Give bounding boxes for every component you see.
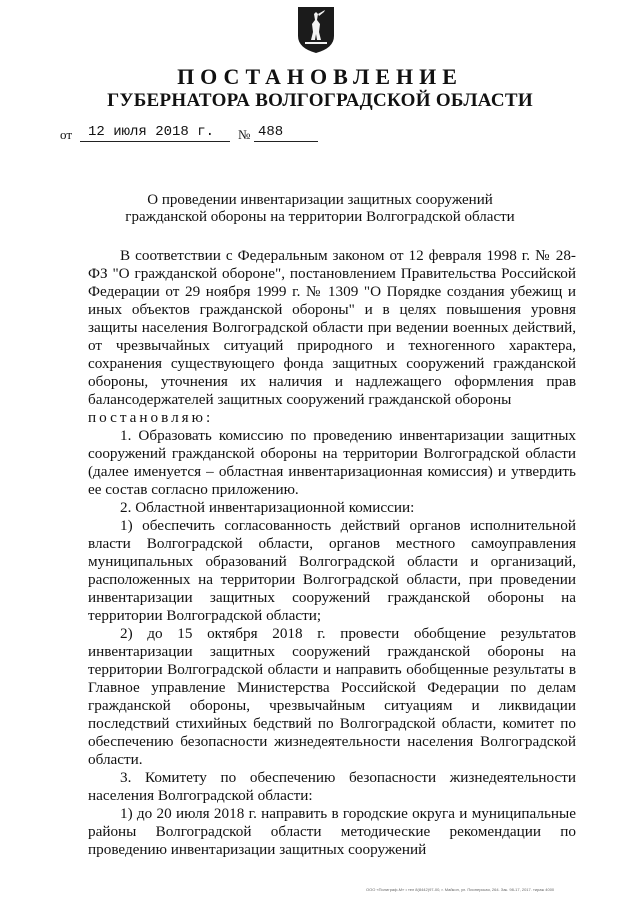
clause-2-2: 2) до 15 октября 2018 г. провести обобщение результатов инвентаризации защитных сооружений гражданской обороны на территории Волгоградской области и направить обобщенные результаты в Главное управление Министерства Российской Федерации по делам гражданской обороны, чрезвычайным ситуациям и ликвидации последствий стихийных бедствий по Волгоградской области, комитет по обеспечению безопасности жизнедеятельности населения Волгоградской области.: [88, 625, 576, 768]
preamble-paragraph: В соответствии с Федеральным законом от 12 февраля 1998 г. № 28-ФЗ "О гражданской обороне", постановлением Правительства Российской Федерации от 29 ноября 1999 г. № 1309 "О Порядке создания убежищ и иных объектов гражданской обороны" и в целях повышения уровня защиты населения Волгоградской области при ведении военных действий, от чрезвычайных ситуаций природного и техногенного характера, сохранения существующего фонда защитных сооружений гражданской обороны, уточнения их наличия и надлежащего оформления прав балансодержателей защитных сооружений гражданской обороны: [88, 247, 576, 408]
document-subject: [0, 192, 640, 226]
date-value: 12 июля 2018 г.: [88, 124, 215, 140]
date-label: от: [60, 127, 73, 142]
number-label: №: [238, 127, 251, 142]
volgograd-coat-of-arms-icon: [297, 6, 335, 54]
clause-2-1: 1) обеспечить согласованность действий органов исполнительной власти Волгоградской области, органов местного самоуправления муниципальных образований Волгоградской области и организаций, расположенных на территории Волгоградской области, при проведении инвентаризации защитных сооружений гражданской обороны на территории Волгоградской области;: [88, 517, 576, 624]
clause-1: 1. Образовать комиссию по проведению инвентаризации защитных сооружений гражданской обороны на территории Волгоградской области (далее именуется – областная инвентаризационная комиссия) и утвердить ее состав согласно приложению.: [88, 427, 576, 498]
clause-3: 3. Комитету по обеспечению безопасности жизнедеятельности населения Волгоградской области:: [88, 769, 576, 804]
clause-3-1: 1) до 20 июля 2018 г. направить в городские округа и муниципальные районы Волгоградской области методические рекомендации по проведению инвентаризации защитных сооружений: [88, 805, 576, 858]
clause-2: 2. Областной инвентаризационной комиссии:: [120, 499, 415, 516]
number-underline: [254, 141, 318, 142]
print-imprint: ООО «Полиграф-М» • тел 8(8442)97-00, г. Майкоп, ул. Пионерская, 264. Зак. 98-17, 2017. тираж 4000: [366, 887, 555, 892]
decree-word: постановляю:: [88, 409, 214, 426]
subject-line-2: гражданской обороны на территории Волгоградской области: [125, 209, 515, 225]
document-title: ПОСТАНОВЛЕНИЕ: [177, 64, 463, 89]
number-value: 488: [258, 124, 284, 140]
date-underline: [80, 141, 230, 142]
subject-line-1: О проведении инвентаризации защитных сооружений: [147, 192, 493, 208]
document-issuer: ГУБЕРНАТОРА ВОЛГОГРАДСКОЙ ОБЛАСТИ: [107, 90, 533, 111]
document-meta: [60, 124, 360, 144]
document-body: [88, 247, 576, 859]
